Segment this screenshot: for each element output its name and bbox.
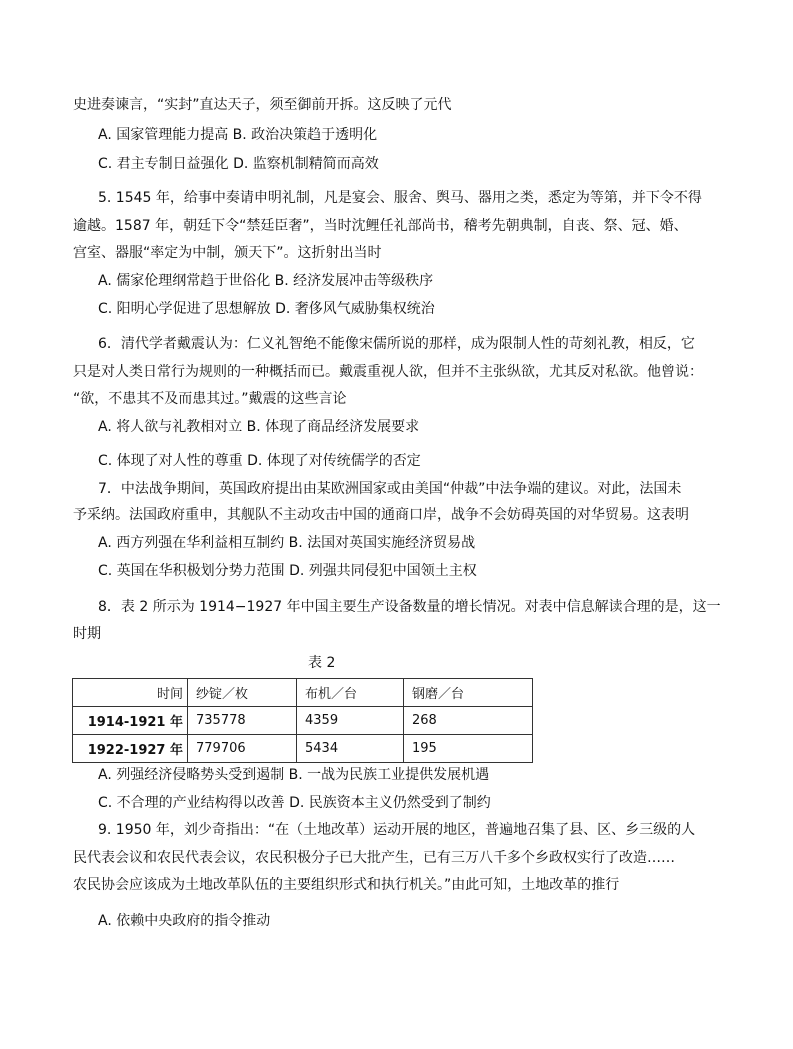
equipment-table: [72, 678, 533, 763]
q5-stem-1: 5. 1545 年，给事中奏请申明礼制，凡是宴会、服舍、舆马、器用之类，悉定为等第，并下令不得: [98, 190, 702, 206]
q6-options-cd: C. 体现了对人性的尊重 D. 体现了对传统儒学的否定: [98, 453, 421, 469]
q9-stem-1: 9. 1950 年，刘少奇指出：“在（土地改革）运动开展的地区，普遍地召集了县、区、乡三级的人: [98, 822, 696, 838]
q7-stem-2: 予采纳。法国政府重申，其舰队不主动攻击中国的通商口岸，战争不会妨碍英国的对华贸易。这表明: [73, 507, 689, 523]
table-header-row: [73, 679, 533, 707]
q6-stem-1: 6．清代学者戴震认为：仁义礼智绝不能像宋儒所说的那样，成为限制人性的苛刻礼教，相反，它: [98, 336, 695, 352]
q4-stem-end: 史进奏谏言，“实封”直达天子，须至御前开拆。这反映了元代: [73, 97, 452, 113]
cell-looms: 4359: [297, 707, 404, 735]
q5-options-cd: C. 阳明心学促进了思想解放 D. 奢侈风气威胁集权统治: [98, 301, 435, 317]
q9-option-a: A. 依赖中央政府的指令推动: [98, 913, 271, 929]
table-caption: 表 2: [308, 655, 336, 671]
q9-stem-2: 民代表会议和农民代表会议，农民积极分子已大批产生，已有三万八千多个乡政权实行了改造……: [73, 850, 675, 866]
q4-options-ab: A. 国家管理能力提高 B. 政治决策趋于透明化: [98, 127, 378, 143]
q6-stem-2: 只是对人类日常行为规则的一种概括而已。戴震重视人欲，但并不主张纵欲，尤其反对私欲。他曾说：: [73, 364, 703, 380]
q8-options-cd: C. 不合理的产业结构得以改善 D. 民族资本主义仍然受到了制约: [98, 795, 491, 811]
q4-options-cd: C. 君主专制日益强化 D. 监察机制精简而高效: [98, 156, 379, 172]
q6-options-ab: A. 将人欲与礼教相对立 B. 体现了商品经济发展要求: [98, 419, 420, 435]
q5-stem-2: 逾越。1587 年，朝廷下令“禁廷臣奢”，当时沈鲤任礼部尚书，稽考先朝典制，自丧、祭、冠、婚、: [73, 218, 688, 234]
cell-spindles: 779706: [188, 735, 297, 763]
q7-stem-1: 7．中法战争期间，英国政府提出由某欧洲国家或由美国“仲裁”中法争端的建议。对此，法国未: [98, 481, 682, 497]
q7-options-cd: C. 英国在华积极划分势力范围 D. 列强共同侵犯中国领土主权: [98, 563, 477, 579]
cell-looms: 5434: [297, 735, 404, 763]
cell-period: 1922-1927 年: [73, 735, 188, 763]
cell-steel-mills: 195: [404, 735, 533, 763]
q8-options-ab: A. 列强经济侵略势头受到遏制 B. 一战为民族工业提供发展机遇: [98, 767, 490, 783]
table-row: [73, 735, 533, 763]
q8-stem-1: 8．表 2 所示为 1914−1927 年中国主要生产设备数量的增长情况。对表中信息解读合理的是，这一: [98, 599, 721, 615]
q6-stem-3: “欲，不患其不及而患其过。”戴震的这些言论: [73, 391, 347, 407]
q9-stem-3: 农民协会应该成为土地改革队伍的主要组织形式和执行机关。”由此可知，土地改革的推行: [73, 877, 620, 893]
q5-options-ab: A. 儒家伦理纲常趋于世俗化 B. 经济发展冲击等级秩序: [98, 273, 434, 289]
header-looms: 布机／台: [297, 679, 404, 707]
table-row: [73, 707, 533, 735]
header-spindles: 纱锭／枚: [188, 679, 297, 707]
q8-stem-2: 时期: [73, 626, 101, 642]
header-steel-mills: 钢磨／台: [404, 679, 533, 707]
q5-stem-3: 宫室、器服“率定为中制，颁天下”。这折射出当时: [73, 245, 382, 261]
cell-steel-mills: 268: [404, 707, 533, 735]
cell-spindles: 735778: [188, 707, 297, 735]
cell-period: 1914-1921 年: [73, 707, 188, 735]
q7-options-ab: A. 西方列强在华利益相互制约 B. 法国对英国实施经济贸易战: [98, 535, 476, 551]
header-period: 时间: [73, 679, 188, 707]
